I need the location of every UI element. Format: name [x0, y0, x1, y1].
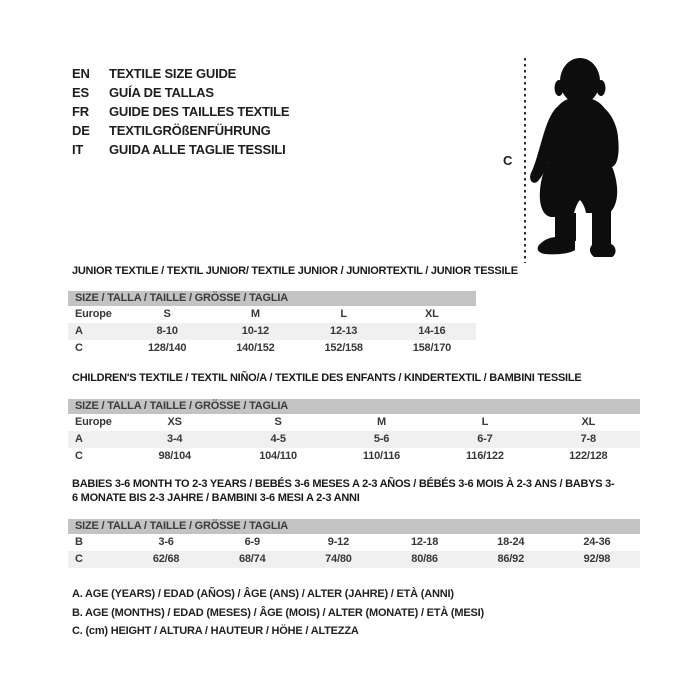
table-cell: 68/74	[238, 553, 266, 565]
footnotes	[72, 588, 484, 644]
table-header: SIZE / TALLA / TAILLE / GRÖSSE / TAGLIA	[68, 399, 640, 414]
table-cell: L	[340, 308, 347, 320]
table-cell: S	[163, 308, 171, 320]
language-row	[72, 140, 289, 159]
section-heading-children: CHILDREN'S TEXTILE / TEXTIL NIÑO/A / TEXTILE DES ENFANTS / KINDERTEXTIL / BAMBINI TESSILE	[72, 372, 582, 384]
row-label: Europe	[75, 416, 112, 428]
section-heading-babies: BABIES 3-6 MONTH TO 2-3 YEARS / BEBÉS 3-6 MESES A 2-3 AÑOS / BÉBÉS 3-6 MOIS À 2-3 ANS / BABYS 3-6 MONATE BIS 2-3 JAHRE / BAMBINI 3-6 MESI A 2-3 ANNI	[72, 478, 615, 504]
table-cell: 158/170	[412, 342, 452, 354]
table-cell: 74/80	[325, 553, 352, 565]
table-cell: S	[274, 416, 282, 428]
table-cell: 86/92	[497, 553, 524, 565]
footnote-line: B. AGE (MONTHS) / EDAD (MESES) / ÂGE (MOIS) / ALTER (MONATE) / ETÀ (MESI)	[72, 606, 484, 619]
table-cell: 18-24	[497, 536, 525, 548]
table-row	[68, 534, 640, 551]
table-cell: 9-12	[327, 536, 350, 548]
language-code: ES	[72, 85, 89, 100]
table-cell: 116/122	[466, 450, 504, 462]
table-cell: 62/68	[152, 553, 180, 565]
table-row	[68, 551, 640, 568]
table-cell: 92/98	[583, 553, 611, 565]
table-row	[68, 340, 476, 357]
height-measure-label: C	[503, 153, 513, 168]
baby-silhouette-icon	[495, 45, 670, 265]
row-label: A	[75, 325, 83, 337]
row-label: C	[75, 553, 83, 565]
table-cell: 110/116	[362, 450, 401, 462]
language-row	[72, 83, 289, 102]
table-cell: M	[377, 416, 386, 428]
table-cell: 4-5	[270, 433, 286, 445]
language-title: GUIDE DES TAILLES TEXTILE	[109, 104, 290, 119]
table-cell: 12-13	[330, 325, 358, 337]
size-table-children	[68, 399, 640, 465]
language-title: GUÍA DE TALLAS	[109, 85, 214, 100]
language-code: DE	[72, 123, 90, 138]
row-label: C	[75, 450, 83, 462]
language-title: TEXTILGRÖßENFÜHRUNG	[109, 123, 271, 138]
table-cell: 3-6	[158, 536, 174, 548]
footnote-line: A. AGE (YEARS) / EDAD (AÑOS) / ÂGE (ANS) / ALTER (JAHRE) / ETÀ (ANNI)	[72, 588, 454, 600]
table-cell: XL	[581, 416, 596, 428]
table-row	[68, 431, 640, 448]
language-code: IT	[72, 142, 84, 157]
baby-figure	[495, 45, 670, 265]
table-cell: 140/152	[236, 342, 275, 354]
section-heading-junior: JUNIOR TEXTILE / TEXTIL JUNIOR/ TEXTILE JUNIOR / JUNIORTEXTIL / JUNIOR TESSILE	[72, 265, 518, 277]
table-cell: 152/158	[324, 342, 363, 354]
table-cell: 6-7	[477, 433, 493, 445]
table-cell: 24-36	[583, 536, 611, 548]
table-cell: M	[250, 308, 260, 320]
table-cell: 80/86	[411, 553, 438, 565]
table-cell: 128/140	[147, 342, 187, 354]
table-cell: 8-10	[156, 325, 178, 337]
table-cell: 104/110	[259, 450, 297, 462]
table-cell: 122/128	[569, 450, 608, 462]
row-label: B	[75, 536, 83, 548]
language-title: GUIDA ALLE TAGLIE TESSILI	[109, 142, 286, 157]
footnote-line: C. (cm) HEIGHT / ALTURA / HAUTEUR / HÖHE / ALTEZZA	[72, 625, 359, 637]
table-cell: 5-6	[373, 433, 390, 445]
size-table-junior	[68, 291, 476, 357]
table-header: SIZE / TALLA / TAILLE / GRÖSSE / TAGLIA	[68, 291, 476, 306]
language-code: EN	[72, 66, 90, 81]
table-row	[68, 414, 640, 431]
row-label: A	[75, 433, 83, 445]
table-cell: 6-9	[244, 536, 260, 548]
table-cell: L	[481, 416, 489, 428]
table-row	[68, 448, 640, 465]
table-cell: 98/104	[158, 450, 191, 462]
table-cell: 7-8	[580, 433, 596, 445]
table-cell: 10-12	[241, 325, 269, 337]
table-row	[68, 306, 476, 323]
table-row	[68, 323, 476, 340]
language-row	[72, 64, 289, 83]
language-title: TEXTILE SIZE GUIDE	[109, 66, 237, 81]
language-row	[72, 121, 289, 140]
table-cell: 14-16	[418, 325, 446, 337]
language-row	[72, 102, 289, 121]
row-label: Europe	[75, 308, 112, 320]
row-label: C	[75, 342, 83, 354]
table-cell: XS	[167, 416, 182, 428]
table-cell: XL	[425, 308, 439, 320]
size-table-babies	[68, 519, 640, 568]
table-header: SIZE / TALLA / TAILLE / GRÖSSE / TAGLIA	[68, 519, 640, 534]
table-cell: 12-18	[411, 536, 439, 548]
language-legend	[72, 64, 289, 159]
language-code: FR	[72, 104, 89, 119]
table-cell: 3-4	[167, 433, 183, 445]
